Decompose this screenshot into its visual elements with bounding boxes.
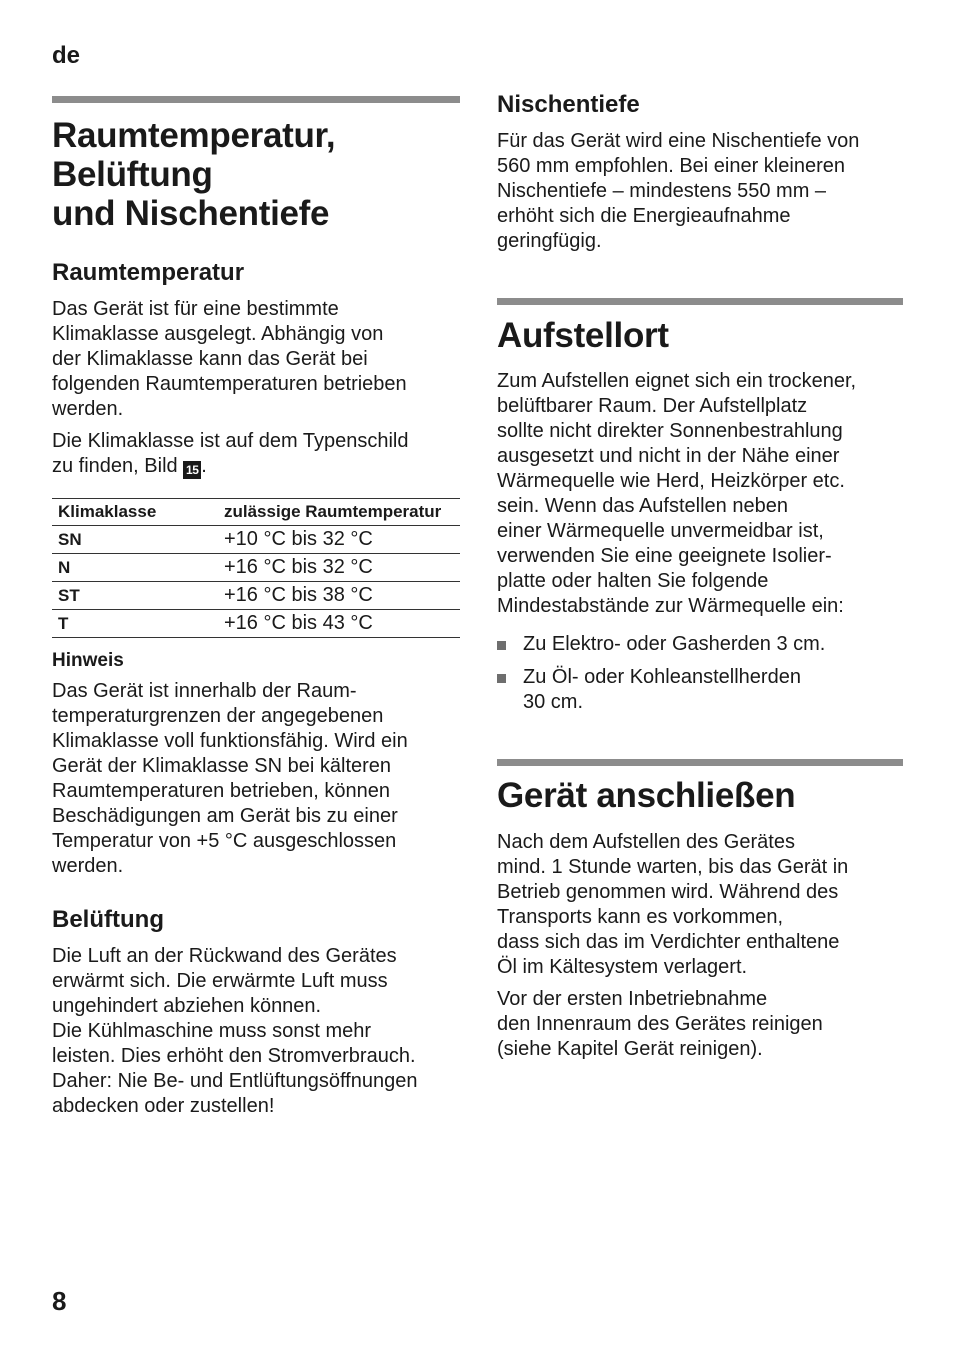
text-line: Wärmequelle wie Herd, Heizkörper etc. [497,470,845,492]
table-cell: +16 °C bis 43 °C [218,610,460,638]
text-line: Klimaklasse voll funktionsfähig. Wird ein [52,730,408,752]
typenschild-paragraph [52,429,408,479]
belueftung-heading: Belüftung [52,906,164,933]
text-line: leisten. Dies erhöht den Stromverbrauch. [52,1045,416,1067]
table-row [52,610,460,638]
text-line: Nischentiefe – mindestens 550 mm – [497,180,827,202]
anschliessen-paragraph [497,830,848,980]
text-line: Öl im Kältesystem verlagert. [497,956,748,978]
text-line: Beschädigungen am Gerät bis zu einer [52,805,398,827]
text-line: erhöht sich die Energieaufnahme [497,205,791,227]
text-line: (siehe Kapitel Gerät reinigen). [497,1038,763,1060]
table-header-row [52,499,460,526]
aufstellort-paragraph [497,369,856,619]
column-header: Klimaklasse [52,499,218,526]
text-line: Zum Aufstellen eignet sich ein trockener, [497,370,857,392]
text-line: geringfügig. [497,230,602,252]
square-bullet-icon [497,641,506,650]
table-cell: +16 °C bis 32 °C [218,554,460,582]
hinweis-heading: Hinweis [52,650,124,671]
table-cell: N [52,554,218,582]
table-cell: SN [52,526,218,554]
text-line: Daher: Nie Be- und Entlüftungsöffnungen [52,1070,418,1092]
table-cell: +10 °C bis 32 °C [218,526,460,554]
nischentiefe-heading: Nischentiefe [497,91,640,118]
text-line: dass sich das im Verdichter enthaltene [497,931,840,953]
title-line: und Nischentiefe [52,194,330,233]
table-row [52,582,460,610]
text-line: sollte nicht direkter Sonnenbestrahlung [497,420,843,442]
text-line: Transports kann es vorkommen, [497,906,784,928]
text-line: Mindestabstände zur Wärmequelle ein: [497,595,844,617]
text-line: der Klimaklasse kann das Gerät bei [52,348,368,370]
section-rule [52,96,460,103]
raumtemperatur-heading: Raumtemperatur [52,259,245,286]
text-line: abdecken oder zustellen! [52,1095,275,1117]
text-line: ungehindert abziehen können. [52,995,322,1017]
distance-list [497,632,825,723]
text-line: Vor der ersten Inbetriebnahme [497,988,768,1010]
raumtemperatur-paragraph [52,297,407,422]
aufstellort-title: Aufstellort [497,316,669,355]
text-line: Die Klimaklasse ist auf dem Typenschild [52,430,409,452]
text-line: sein. Wenn das Aufstellen neben [497,495,788,517]
title-line: Belüftung [52,155,213,194]
text-line: Gerät der Klimaklasse SN bei kälteren [52,755,392,777]
belueftung-paragraph [52,944,417,1119]
table-cell: +16 °C bis 38 °C [218,582,460,610]
page-title [52,116,335,233]
text-line: Nach dem Aufstellen des Gerätes [497,831,795,853]
figure-ref-icon: 15 [183,461,201,479]
column-header: zulässige Raumtemperatur [218,499,460,526]
page-number: 8 [52,1286,67,1316]
text-line: mind. 1 Stunde warten, bis das Gerät in [497,856,849,878]
text-line: . [201,455,207,477]
text-line: folgenden Raumtemperaturen betrieben [52,373,407,395]
text-line: Die Luft an der Rückwand des Gerätes [52,945,397,967]
table-cell: T [52,610,218,638]
section-rule [497,298,903,305]
title-line: Raumtemperatur, [52,116,336,155]
text-line: verwenden Sie eine geeignete Isolier- [497,545,832,567]
text-line: platte oder halten Sie folgende [497,570,769,592]
text-line: Das Gerät ist innerhalb der Raum- [52,680,357,702]
text-line: Betrieb genommen wird. Während des [497,881,839,903]
section-rule [497,759,903,766]
text-line: Zu Elektro- oder Gasherden 3 cm. [523,633,826,655]
text-line: werden. [52,398,124,420]
text-line: einer Wärmequelle unvermeidbar ist, [497,520,824,542]
table-row [52,554,460,582]
list-item [497,665,825,715]
table-row [52,526,460,554]
text-line: den Innenraum des Gerätes reinigen [497,1013,823,1035]
text-line: 30 cm. [523,691,584,713]
text-line: temperaturgrenzen der angegebenen [52,705,384,727]
list-item [497,632,825,657]
inbetriebnahme-paragraph [497,987,823,1062]
text-line: Das Gerät ist für eine bestimmte [52,298,339,320]
nischentiefe-paragraph [497,129,859,254]
klimaklasse-table [52,498,460,638]
text-line: zu finden, Bild [52,455,184,477]
text-line: Die Kühlmaschine muss sonst mehr [52,1020,372,1042]
text-line: Temperatur von +5 °C ausgeschlossen [52,830,397,852]
language-tag: de [52,42,81,69]
geraet-anschliessen-title: Gerät anschließen [497,776,796,815]
text-line: Klimaklasse ausgelegt. Abhängig von [52,323,384,345]
text-line: Zu Öl- oder Kohleanstellherden [523,666,801,688]
table-cell: ST [52,582,218,610]
text-line: werden. [52,855,124,877]
text-line: Raumtemperaturen betrieben, können [52,780,390,802]
text-line: erwärmt sich. Die erwärmte Luft muss [52,970,388,992]
square-bullet-icon [497,674,506,683]
text-line: ausgesetzt und nicht in der Nähe einer [497,445,840,467]
text-line: Für das Gerät wird eine Nischentiefe von [497,130,860,152]
text-line: 560 mm empfohlen. Bei einer kleineren [497,155,845,177]
text-line: belüftbarer Raum. Der Aufstellplatz [497,395,808,417]
hinweis-paragraph [52,679,408,879]
